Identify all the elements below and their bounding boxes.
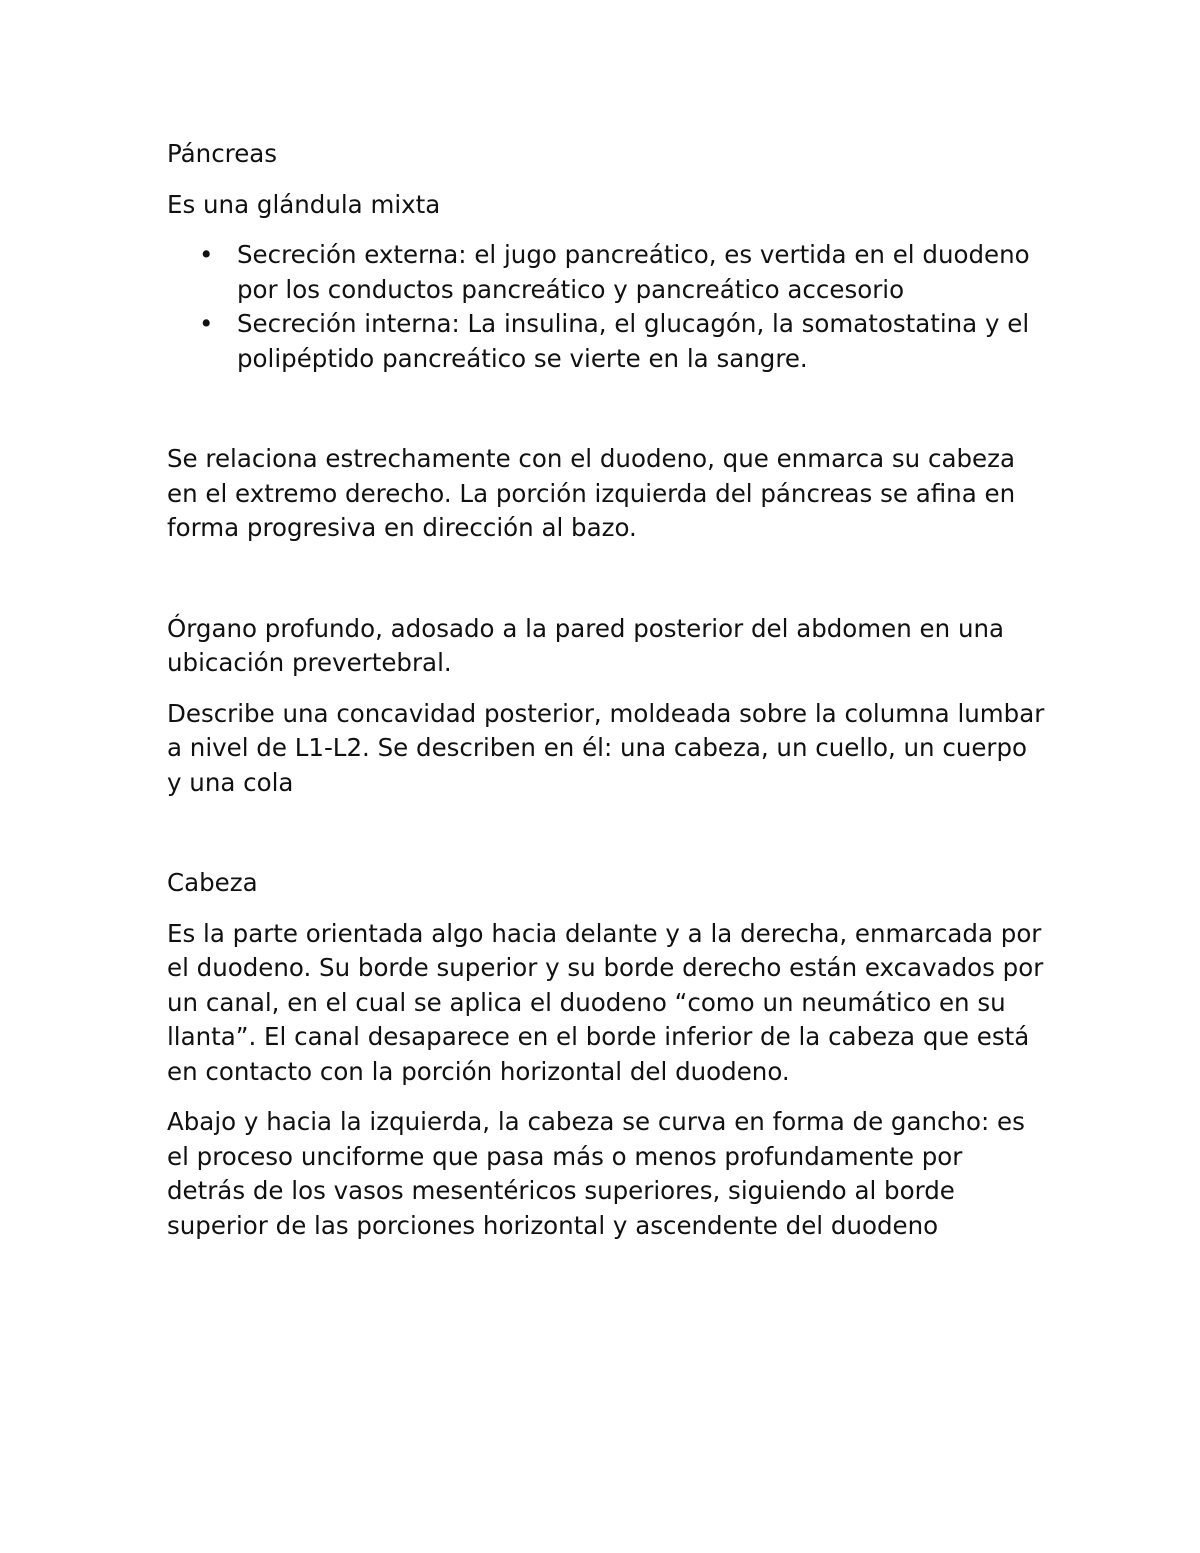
organ-paragraph: Órgano profundo, adosado a la pared posterior del abdomen en una ubicación prevertebral.: [167, 613, 1005, 677]
intro-paragraph: Es una glándula mixta: [167, 189, 441, 219]
list-item: • Secreción externa: el jugo pancreático, es vertida en el duodeno por los conductos pancreático y pancreático accesorio: [167, 238, 1047, 307]
document-title: Páncreas: [167, 139, 278, 168]
list-item: • Secreción interna: La insulina, el glucagón, la somatostatina y el polipéptido pancreático se vierte en la sangre.: [167, 307, 1047, 376]
relation-paragraph: Se relaciona estrechamente con el duodeno, que enmarca su cabeza en el extremo derecho. La porción izquierda del páncreas se afina en forma progresiva en dirección al bazo.: [167, 444, 1016, 542]
cabeza-paragraph-2: Abajo y hacia la izquierda, la cabeza se curva en forma de gancho: es el proceso unciforme que pasa más o menos profundamente por detrás de los vasos mesentéricos superiores, siguiendo al borde superior de las porciones horizontal y ascendente del duodeno: [167, 1107, 1025, 1240]
document-body: [167, 137, 1047, 1243]
secretion-list: [167, 238, 1047, 376]
section-heading-cabeza: Cabeza: [167, 868, 258, 897]
description-paragraph: Describe una concavidad posterior, moldeada sobre la columna lumbar a nivel de L1-L2. Se describen en él: una cabeza, un cuello, un cuerpo y una cola: [167, 698, 1045, 797]
cabeza-paragraph-1: Es la parte orientada algo hacia delante y a la derecha, enmarcada por el duodeno. Su borde superior y su borde derecho están excavados por un canal, en el cual se aplica el duodeno “como un neumático en su llanta”. El canal desaparece en el borde inferior de la cabeza que está en contacto con la porción horizontal del duodeno.: [167, 918, 1044, 1086]
